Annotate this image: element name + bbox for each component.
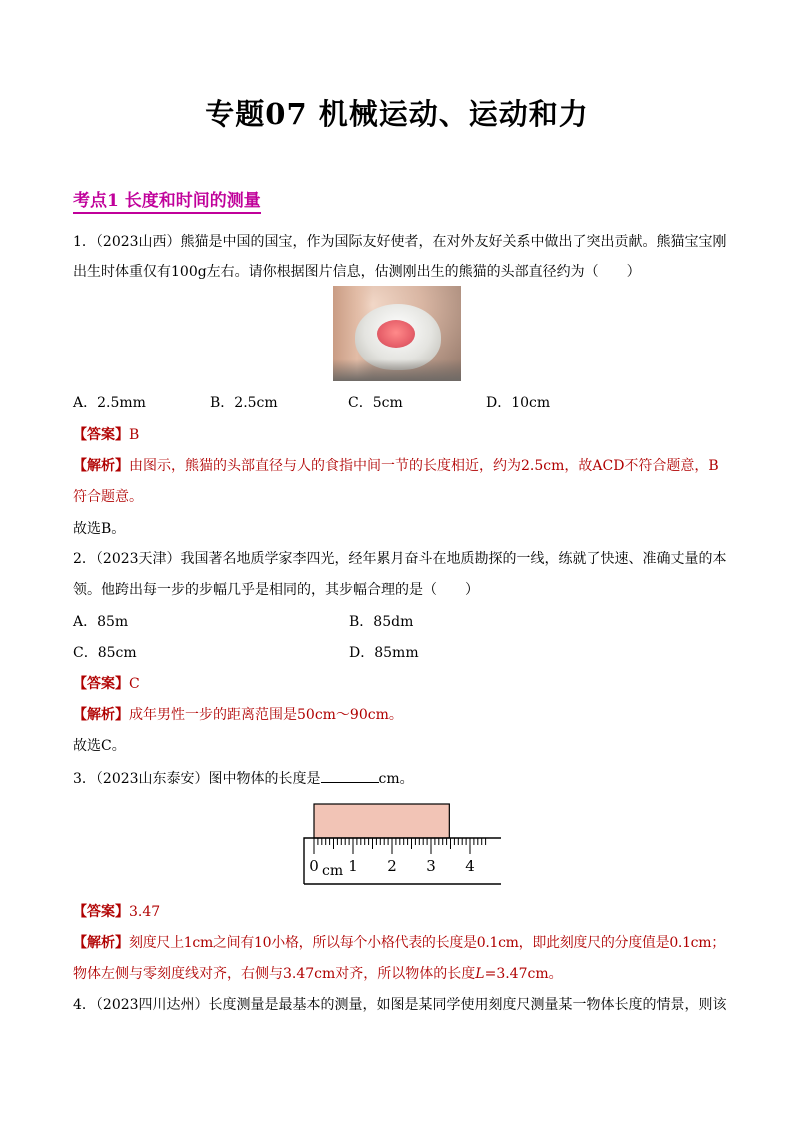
analysis-text: 由图示，熊猫的头部直径与人的食指中间一节的长度相近，约为2.5cm，故ACD不符合题意，B — [129, 458, 719, 474]
q1-option-c: C．5cm — [348, 395, 403, 411]
q1-analysis-line2: 符合题意。 — [73, 489, 143, 505]
ruler-label: 0 — [309, 857, 319, 875]
q1-stem-line2: 出生时体重仅有100g左右。请你根据图片信息，估测刚出生的熊猫的头部直径约为（ ） — [73, 264, 641, 280]
q3-stem — [73, 768, 414, 789]
q1-analysis-line1 — [73, 456, 719, 476]
q2-conclusion: 故选C。 — [73, 738, 126, 754]
q1-option-d: D．10cm — [486, 395, 551, 411]
q1-stem-line1: 1．（2023山西）熊猫是中国的国宝，作为国际友好使者，在对外友好关系中做出了突出贡献。熊猫宝宝刚 — [73, 234, 727, 250]
q3-answer-blank — [321, 768, 379, 783]
analysis-text: 成年男性一步的距离范围是50cm～90cm。 — [129, 707, 403, 723]
q2-option-d: D．85mm — [349, 645, 419, 661]
q3-analysis-line1 — [73, 933, 725, 953]
q1-option-b: B．2.5cm — [210, 395, 278, 411]
panda-photo — [333, 286, 461, 381]
answer-value: C — [129, 676, 140, 692]
q1-conclusion: 故选B。 — [73, 521, 126, 537]
analysis-text-a: 物体左侧与零刻度线对齐，右侧与3.47cm对齐，所以物体的长度 — [73, 966, 476, 982]
answer-tag: 【答案】 — [73, 676, 129, 692]
q2-answer — [73, 674, 140, 694]
q3-stem-before: 3．（2023山东泰安）图中物体的长度是 — [73, 771, 321, 787]
q2-stem-line1: 2．（2023天津）我国著名地质学家李四光，经年累月奋斗在地质勘探的一线，练就了快速、准确丈量的本 — [73, 551, 727, 567]
answer-tag: 【答案】 — [73, 904, 129, 920]
q2-option-b: B．85dm — [349, 614, 414, 630]
page-title: 专题07 机械运动、运动和力 — [205, 97, 589, 131]
ruler-ticks — [314, 838, 486, 854]
measured-object — [314, 804, 449, 838]
ruler-label: 2 — [387, 857, 397, 875]
section-heading: 考点1 长度和时间的测量 — [73, 186, 261, 214]
photo-shade — [333, 359, 461, 381]
ruler-label: 1 — [348, 857, 358, 875]
answer-value: B — [129, 427, 140, 443]
analysis-text: 刻度尺上1cm之间有10小格，所以每个小格代表的长度是0.1cm，即此刻度尺的分度值是0.1cm； — [129, 935, 725, 951]
answer-tag: 【答案】 — [73, 427, 129, 443]
q2-stem-line2: 领。他跨出每一步的步幅几乎是相同的，其步幅合理的是（ ） — [73, 582, 479, 598]
q2-analysis — [73, 705, 403, 725]
q3-analysis-line2 — [73, 964, 563, 984]
q3-answer — [73, 902, 160, 922]
ruler-unit: cm — [322, 863, 344, 879]
analysis-tag: 【解析】 — [73, 707, 129, 723]
analysis-tag: 【解析】 — [73, 458, 129, 474]
q2-option-c: C．85cm — [73, 645, 137, 661]
analysis-tag: 【解析】 — [73, 935, 129, 951]
q3-stem-after: cm。 — [378, 771, 414, 787]
ruler-figure — [296, 798, 506, 890]
q2-option-a: A．85m — [73, 614, 129, 630]
ruler-label: 4 — [465, 857, 475, 875]
length-variable: L — [475, 966, 485, 982]
analysis-text-b: =3.47cm。 — [484, 966, 563, 982]
q1-answer — [73, 425, 139, 445]
answer-value: 3.47 — [129, 904, 161, 920]
photo-panda-head — [377, 320, 415, 348]
ruler-label: 3 — [426, 857, 436, 875]
q1-option-a: A．2.5mm — [73, 395, 146, 411]
q4-stem-line1: 4．（2023四川达州）长度测量是最基本的测量，如图是某同学使用刻度尺测量某一物体长度的情景，则该 — [73, 997, 727, 1013]
